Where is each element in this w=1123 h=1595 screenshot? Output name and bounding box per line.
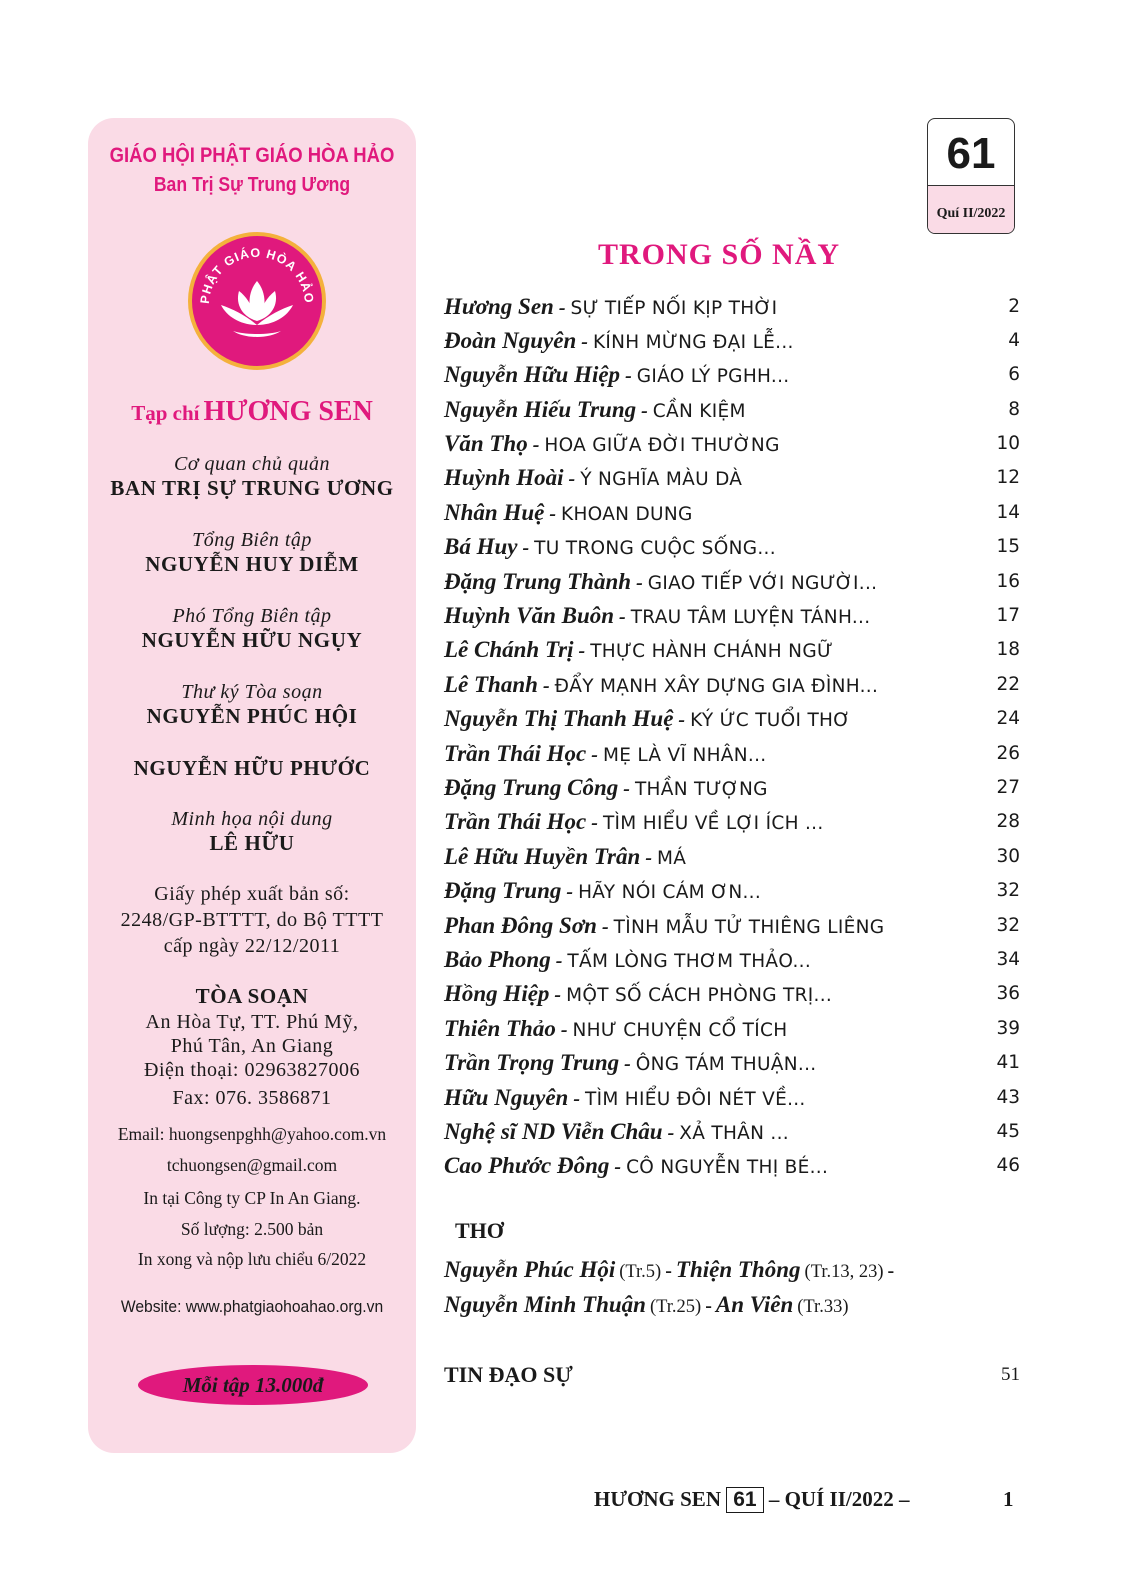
toc-entry: Đoàn Nguyên - KÍNH MỪNG ĐẠI LỄ... 4 — [444, 324, 1020, 358]
editor-role: Tổng Biên tập — [192, 529, 312, 551]
toc-author: Đặng Trung Thành — [444, 569, 632, 594]
toc-title: TU TRONG CUỘC SỐNG... — [534, 538, 776, 559]
organization-name: GIÁO HỘI PHẬT GIÁO HÒA HẢO — [109, 144, 395, 167]
poet-page-ref: (Tr.25) — [649, 1297, 702, 1317]
illustration-role: Minh họa nội dung — [171, 808, 333, 830]
secretary-name: NGUYỄN PHÚC HỘI — [146, 704, 358, 728]
toc-entry: Cao Phước Đông - CÔ NGUYỄN THỊ BÉ... 46 — [444, 1149, 1020, 1183]
toc-author: Nhân Huệ — [444, 500, 545, 525]
toc-author: Nguyễn Thị Thanh Huệ — [444, 706, 674, 731]
magazine-name: HƯƠNG SEN — [203, 396, 373, 427]
toc-page: 45 — [996, 1121, 1020, 1142]
toc-page: 32 — [996, 915, 1020, 936]
toc-author: Huỳnh Văn Buôn — [444, 603, 615, 628]
secretary-role: Thư ký Tòa soạn — [181, 681, 323, 703]
toc-page: 41 — [996, 1052, 1020, 1073]
poet-name: Nguyễn Minh Thuận — [444, 1292, 646, 1317]
toc-entry: Đặng Trung Thành - GIAO TIẾP VỚI NGƯỜI... 16 — [444, 565, 1020, 599]
email-primary: Email: huongsenpghh@yahoo.com.vn — [117, 1124, 387, 1144]
toc-entry: Đặng Trung Công - THẦN TƯỢNG 27 — [444, 771, 1020, 805]
toc-entry: Thiên Thảo - NHƯ CHUYỆN CỔ TÍCH 39 — [444, 1012, 1020, 1046]
toc-title: Ý NGHĨA MÀU DÀ — [580, 469, 743, 490]
page-footer — [594, 1484, 909, 1514]
toc-title: MỘT SỐ CÁCH PHÒNG TRỊ... — [566, 985, 833, 1006]
toc-title: KÝ ỨC TUỔI THƠ — [690, 710, 851, 731]
toc-author: Đặng Trung — [444, 878, 562, 903]
toc-author: Nguyễn Hữu Hiệp — [444, 362, 621, 387]
toc-title: TẤM LÒNG THƠM THẢO... — [567, 951, 812, 972]
toc-page: 28 — [996, 811, 1020, 832]
toc-author: Đặng Trung Công — [444, 775, 619, 800]
toc-title: CẦN KIỆM — [652, 401, 746, 422]
toc-entry: Lê Thanh - ĐẨY MẠNH XÂY DỰNG GIA ĐÌNH... 22 — [444, 668, 1020, 702]
toc-author: Đoàn Nguyên — [444, 328, 577, 353]
toc-entry: Trần Trọng Trung - ÔNG TÁM THUẬN... 41 — [444, 1046, 1020, 1080]
poet-name: Nguyễn Phúc Hội — [444, 1257, 616, 1282]
toc-title: TÌM HIỂU VỀ LỢI ÍCH ... — [602, 813, 824, 834]
toc-title: KÍNH MỪNG ĐẠI LỄ... — [592, 332, 794, 353]
fax-line: Fax: 076. 3586871 — [172, 1087, 332, 1109]
toc-author: Trần Thái Học — [444, 741, 587, 766]
toc-author: Nghệ sĩ ND Viễn Châu — [444, 1119, 663, 1144]
license-line: Giấy phép xuất bản số: — [154, 883, 350, 905]
toc-page: 43 — [996, 1087, 1020, 1108]
toc-entry: Trần Thái Học - TÌM HIỂU VỀ LỢI ÍCH ... 28 — [444, 805, 1020, 839]
toc-title: MẸ LÀ VĨ NHÂN... — [602, 745, 767, 766]
toc-author: Văn Thọ — [444, 431, 528, 456]
toc-title: THỰC HÀNH CHÁNH NGỮ — [590, 641, 834, 662]
toc-entry: Nghệ sĩ ND Viễn Châu - XẢ THÂN ... 45 — [444, 1115, 1020, 1149]
toc-page: 8 — [1008, 399, 1020, 420]
toc-author: Hương Sen — [444, 294, 554, 319]
toc-entry: Hồng Hiệp - MỘT SỐ CÁCH PHÒNG TRỊ... 36 — [444, 977, 1020, 1011]
toc-title: ÔNG TÁM THUẬN... — [635, 1054, 817, 1075]
masthead-sidebar — [88, 118, 416, 1453]
print-line: In xong và nộp lưu chiểu 6/2022 — [137, 1249, 367, 1269]
toc-page: 12 — [996, 467, 1020, 488]
toc-title: SỰ TIẾP NỐI KỊP THỜI — [570, 298, 778, 319]
toc-title: GIÁO LÝ PGHH... — [636, 366, 790, 387]
issue-badge — [927, 118, 1015, 234]
toc-entry: Nguyễn Hiếu Trung - CẦN KIỆM 8 — [444, 393, 1020, 427]
toc-author: Lê Hữu Huyền Trân — [444, 844, 641, 869]
toc-entry: Hương Sen - SỰ TIẾP NỐI KỊP THỜI 2 — [444, 290, 1020, 324]
toc-entry: Nguyễn Hữu Hiệp - GIÁO LÝ PGHH... 6 — [444, 358, 1020, 392]
publisher-name: BAN TRỊ SỰ TRUNG ƯƠNG — [110, 476, 394, 500]
toc-entry: Bảo Phong - TẤM LÒNG THƠM THẢO... 34 — [444, 943, 1020, 977]
toc-author: Bá Huy — [444, 534, 518, 559]
toc-page: 39 — [996, 1018, 1020, 1039]
toc-title: CÔ NGUYỄN THỊ BÉ... — [626, 1157, 829, 1178]
toc-page: 4 — [1008, 330, 1020, 351]
editor-name: NGUYỄN HUY DIỄM — [145, 552, 359, 576]
office-heading: TÒA SOẠN — [195, 984, 309, 1008]
toc-author: Nguyễn Hiếu Trung — [444, 397, 637, 422]
toc-author: Thiên Thảo — [444, 1016, 556, 1041]
illustration-name: LÊ HỮU — [209, 831, 295, 855]
toc-title: THẦN TƯỢNG — [634, 779, 768, 800]
toc-title: ĐẨY MẠNH XÂY DỰNG GIA ĐÌNH... — [554, 676, 879, 697]
toc-page: 14 — [996, 502, 1020, 523]
toc-title: MÁ — [656, 848, 687, 869]
toc-entry: Nguyễn Thị Thanh Huệ - KÝ ỨC TUỔI THƠ 24 — [444, 702, 1020, 736]
footer-quarter: – QUÍ II/2022 – — [768, 1487, 910, 1511]
toc-entry: Đặng Trung - HÃY NÓI CÁM ƠN... 32 — [444, 874, 1020, 908]
toc-author: Hữu Nguyên — [444, 1085, 569, 1110]
page-number: 1 — [1003, 1487, 1014, 1511]
address-line: An Hòa Tự, TT. Phú Mỹ, — [145, 1011, 359, 1033]
toc-title: HÃY NÓI CÁM ƠN... — [578, 882, 761, 903]
news-entry — [444, 1358, 1020, 1392]
toc-author: Lê Chánh Trị — [444, 637, 574, 662]
toc-page: 10 — [996, 433, 1020, 454]
email-secondary: tchuongsen@gmail.com — [166, 1155, 338, 1175]
toc-entry: Lê Hữu Huyền Trân - MÁ 30 — [444, 840, 1020, 874]
toc-title: HOA GIỮA ĐỜI THƯỜNG — [544, 435, 780, 456]
price-badge: Mỗi tập 13.000đ — [138, 1365, 368, 1405]
magazine-prefix: Tạp chí — [131, 401, 200, 425]
toc-title: TÌNH MẪU TỬ THIÊNG LIÊNG — [613, 917, 885, 938]
toc-title: KHOAN DUNG — [561, 504, 693, 525]
toc-page: 27 — [996, 777, 1020, 798]
news-label: TIN ĐẠO SỰ — [444, 1362, 573, 1387]
toc-author: Trần Thái Học — [444, 809, 587, 834]
poet-name: An Viên — [715, 1292, 794, 1317]
poet-page-ref: (Tr.13, 23) — [804, 1262, 884, 1282]
news-page: 51 — [1001, 1364, 1020, 1385]
license-line: cấp ngày 22/12/2011 — [163, 935, 341, 957]
toc-author: Hồng Hiệp — [444, 981, 550, 1006]
toc-entry: Lê Chánh Trị - THỰC HÀNH CHÁNH NGỮ 18 — [444, 633, 1020, 667]
toc-page: 15 — [996, 536, 1020, 557]
poet-page-ref: (Tr.33) — [797, 1297, 849, 1317]
poetry-line: Nguyễn Phúc Hội (Tr.5) - Thiện Thông (Tr.13, 23) - — [444, 1257, 895, 1282]
toc-page: 24 — [996, 708, 1020, 729]
deputy-editor-role: Phó Tổng Biên tập — [172, 605, 332, 627]
issue-number: 61 — [946, 129, 996, 178]
toc-entry: Văn Thọ - HOA GIỮA ĐỜI THƯỜNG 10 — [444, 427, 1020, 461]
toc-title: GIAO TIẾP VỚI NGƯỜI... — [647, 573, 878, 594]
toc-entry: Huỳnh Văn Buôn - TRAU TÂM LUYỆN TÁNH... 17 — [444, 599, 1020, 633]
toc-page: 34 — [996, 949, 1020, 970]
poetry-heading: THƠ — [455, 1218, 504, 1243]
lotus-logo-icon — [187, 231, 327, 371]
issue-quarter: Quí II/2022 — [928, 185, 1014, 233]
toc-page: 16 — [996, 571, 1020, 592]
poet-name: Thiện Thông — [675, 1257, 801, 1282]
toc-author: Bảo Phong — [444, 947, 551, 972]
print-line: Số lượng: 2.500 bản — [180, 1219, 324, 1239]
toc-page: 30 — [996, 846, 1020, 867]
secretary-name-2: NGUYỄN HỮU PHƯỚC — [133, 756, 371, 780]
deputy-editor-name: NGUYỄN HỮU NGỤY — [141, 628, 363, 652]
toc-page: 36 — [996, 983, 1020, 1004]
toc-page: 32 — [996, 880, 1020, 901]
organization-subtitle: Ban Trị Sự Trung Ương — [153, 174, 351, 196]
footer-magazine: HƯƠNG SEN — [594, 1487, 721, 1511]
toc-page: 46 — [996, 1155, 1020, 1176]
toc-author: Cao Phước Đông — [444, 1153, 610, 1178]
toc-entry: Hữu Nguyên - TÌM HIỂU ĐÔI NÉT VỀ... 43 — [444, 1081, 1020, 1115]
magazine-title — [88, 396, 416, 428]
toc-page: 2 — [1008, 296, 1020, 317]
license-line: 2248/GP-BTTTT, do Bộ TTTT — [120, 909, 384, 931]
toc-entry: Huỳnh Hoài - Ý NGHĨA MÀU DÀ 12 — [444, 461, 1020, 495]
toc-title: NHƯ CHUYỆN CỔ TÍCH — [572, 1020, 788, 1041]
toc-heading: TRONG SỐ NẦY — [598, 238, 841, 271]
print-line: In tại Công ty CP In An Giang. — [143, 1188, 361, 1208]
toc-author: Huỳnh Hoài — [444, 465, 564, 490]
toc-title: TRAU TÂM LUYỆN TÁNH... — [630, 607, 871, 628]
toc-entry: Trần Thái Học - MẸ LÀ VĨ NHÂN... 26 — [444, 737, 1020, 771]
toc-page: 17 — [996, 605, 1020, 626]
toc-author: Lê Thanh — [444, 672, 538, 697]
toc-title: TÌM HIỂU ĐÔI NÉT VỀ... — [585, 1089, 806, 1110]
poet-page-ref: (Tr.5) — [619, 1262, 662, 1282]
logo-text: PHẬT GIÁO HÒA HẢO — [197, 245, 317, 305]
toc-page: 26 — [996, 743, 1020, 764]
toc-page: 22 — [996, 674, 1020, 695]
poetry-line: Nguyễn Minh Thuận (Tr.25) - An Viên (Tr.33) — [444, 1292, 849, 1317]
footer-issue-number: 61 — [726, 1487, 763, 1513]
address-line: Phú Tân, An Giang — [170, 1035, 334, 1057]
toc-page: 18 — [996, 639, 1020, 660]
toc-author: Trần Trọng Trung — [444, 1050, 620, 1075]
website-line: Website: www.phatgiaohoahao.org.vn — [120, 1297, 384, 1316]
publisher-role: Cơ quan chủ quản — [174, 453, 330, 475]
toc-title: XẢ THÂN ... — [679, 1123, 789, 1144]
toc-entry: Nhân Huệ - KHOAN DUNG 14 — [444, 496, 1020, 530]
toc-author: Phan Đông Sơn — [444, 913, 597, 938]
toc-entry: Bá Huy - TU TRONG CUỘC SỐNG... 15 — [444, 530, 1020, 564]
toc-entry: Phan Đông Sơn - TÌNH MẪU TỬ THIÊNG LIÊNG 32 — [444, 909, 1020, 943]
toc-page: 6 — [1008, 364, 1020, 385]
phone-line: Điện thoại: 02963827006 — [144, 1059, 360, 1081]
